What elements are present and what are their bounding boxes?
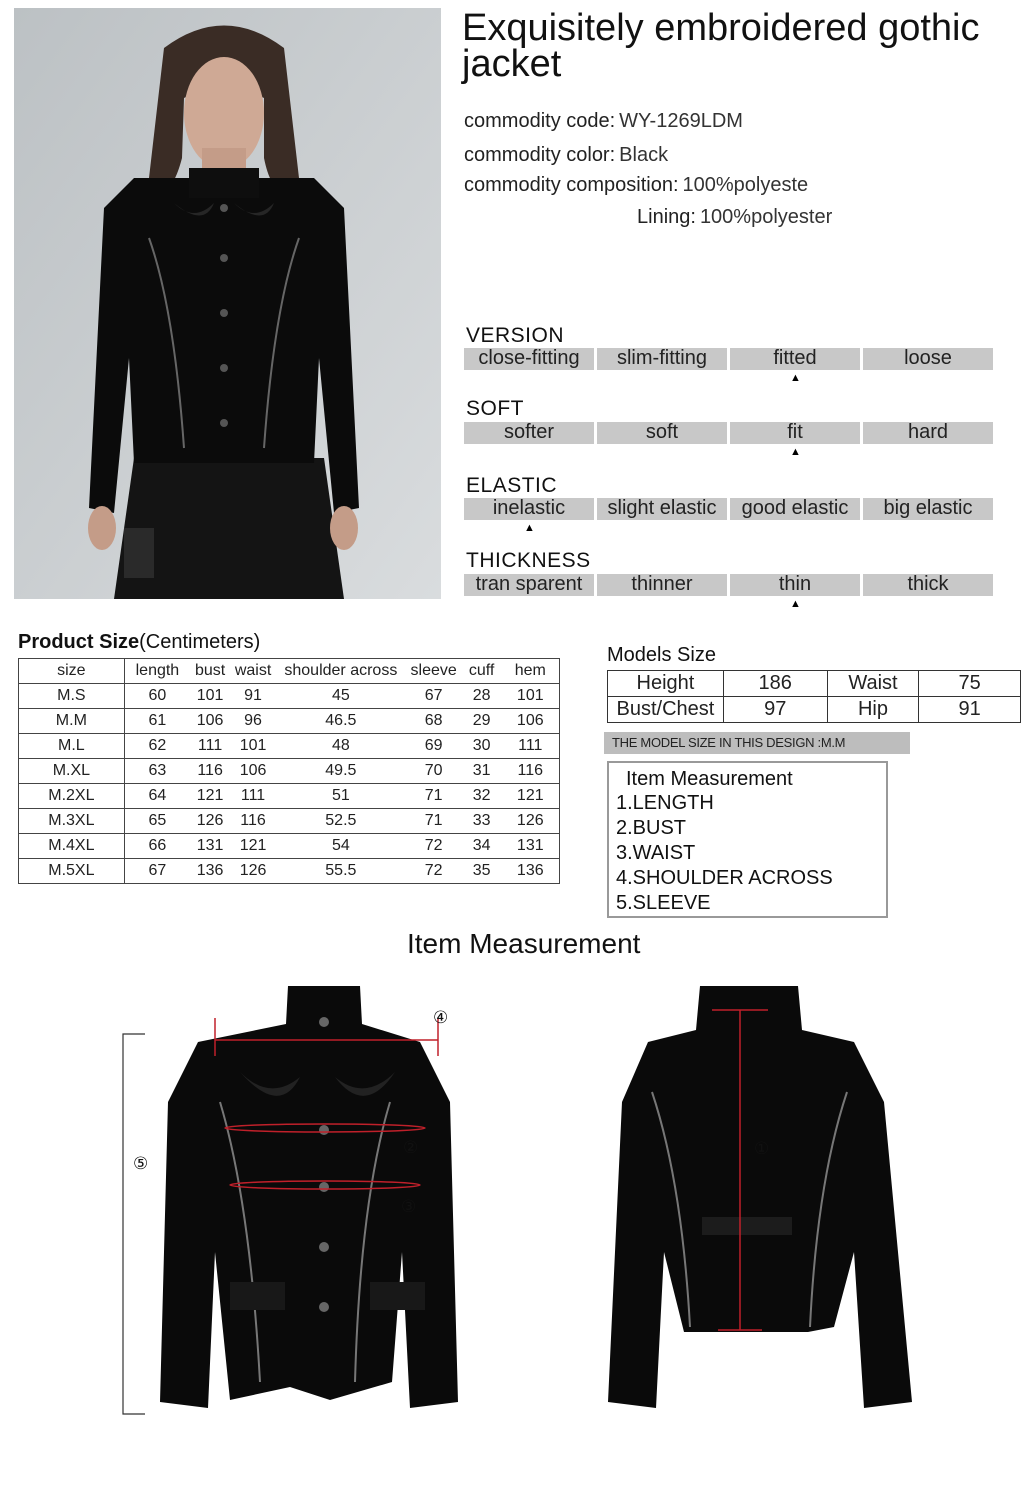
- scale-option: close-fitting: [464, 348, 594, 370]
- scale-option: big elastic: [863, 498, 993, 520]
- size-cell: 126: [190, 809, 230, 834]
- jacket-back-diagram: [572, 982, 932, 1422]
- size-cell: 28: [462, 684, 502, 709]
- size-cell: 62: [124, 734, 190, 759]
- spec-code-label: commodity code:: [464, 110, 616, 132]
- size-cell: M.4XL: [19, 834, 125, 859]
- size-cell: 67: [406, 684, 462, 709]
- size-cell: 96: [230, 709, 276, 734]
- size-cell: 131: [190, 834, 230, 859]
- size-cell: 46.5: [276, 709, 406, 734]
- size-header-cell: hem: [502, 659, 560, 684]
- measure-label-5: ⑤: [133, 1154, 149, 1173]
- size-cell: 136: [502, 859, 560, 884]
- scale-row-3: [464, 574, 994, 596]
- scale-row-2: [464, 498, 994, 520]
- size-header-cell: bust: [190, 659, 230, 684]
- scale-option: hard: [863, 422, 993, 444]
- spec-lining: [637, 206, 832, 229]
- scale-row-0: [464, 348, 994, 370]
- scale-title-0: VERSION: [466, 324, 565, 347]
- size-header-cell: length: [124, 659, 190, 684]
- size-row: [19, 759, 560, 784]
- size-cell: 33: [462, 809, 502, 834]
- scale-option: good elastic: [730, 498, 860, 520]
- size-header-cell: size: [19, 659, 125, 684]
- size-cell: 126: [502, 809, 560, 834]
- spec-composition: [464, 174, 808, 197]
- models-cell: 186: [723, 671, 827, 697]
- size-cell: 106: [502, 709, 560, 734]
- scale-option: softer: [464, 422, 594, 444]
- size-header-row: [19, 659, 560, 684]
- size-header-cell: shoulder across: [276, 659, 406, 684]
- measure-item-shoulder: 4.SHOULDER ACROSS: [616, 867, 833, 889]
- scale-option: tran sparent: [464, 574, 594, 596]
- measure-item-waist: 3.WAIST: [616, 842, 696, 864]
- models-size-table: [607, 670, 1021, 723]
- scale-row-1: [464, 422, 994, 444]
- size-cell: M.2XL: [19, 784, 125, 809]
- measure-item-sleeve: 5.SLEEVE: [616, 892, 711, 914]
- size-cell: 51: [276, 784, 406, 809]
- size-cell: 70: [406, 759, 462, 784]
- measure-item-length: 1.LENGTH: [616, 792, 714, 814]
- size-cell: 71: [406, 784, 462, 809]
- size-cell: M.L: [19, 734, 125, 759]
- size-cell: 35: [462, 859, 502, 884]
- size-cell: 60: [124, 684, 190, 709]
- size-cell: 32: [462, 784, 502, 809]
- size-cell: 72: [406, 834, 462, 859]
- scale-option: fit: [730, 422, 860, 444]
- spec-color-label: commodity color:: [464, 144, 616, 166]
- spec-color: [464, 144, 668, 167]
- size-cell: 31: [462, 759, 502, 784]
- size-cell: M.S: [19, 684, 125, 709]
- models-cell: Hip: [827, 697, 919, 723]
- size-cell: 69: [406, 734, 462, 759]
- size-cell: 111: [230, 784, 276, 809]
- scale-title-1: SOFT: [466, 397, 524, 420]
- models-row: [608, 671, 1021, 697]
- size-cell: 67: [124, 859, 190, 884]
- measure-label-4: ④: [433, 1008, 449, 1027]
- models-cell: 75: [919, 671, 1021, 697]
- product-size-table: [18, 658, 560, 884]
- models-cell: 97: [723, 697, 827, 723]
- size-cell: 116: [502, 759, 560, 784]
- product-size-unit: (Centimeters): [139, 631, 261, 653]
- size-cell: 121: [502, 784, 560, 809]
- scale-option: thinner: [597, 574, 727, 596]
- size-cell: 111: [502, 734, 560, 759]
- models-row: [608, 697, 1021, 723]
- size-cell: 49.5: [276, 759, 406, 784]
- spec-composition-value: 100%polyeste: [682, 174, 809, 196]
- size-cell: 48: [276, 734, 406, 759]
- size-cell: 55.5: [276, 859, 406, 884]
- scale-selected-marker: ▲: [790, 372, 801, 384]
- jacket-front-diagram: [120, 982, 480, 1422]
- size-cell: 64: [124, 784, 190, 809]
- size-cell: 63: [124, 759, 190, 784]
- size-cell: 29: [462, 709, 502, 734]
- product-title: Exquisitely embroidered gothic jacket: [462, 7, 980, 85]
- measure-label-2: ②: [403, 1138, 419, 1157]
- size-cell: 61: [124, 709, 190, 734]
- models-cell: Height: [608, 671, 724, 697]
- scale-option: slim-fitting: [597, 348, 727, 370]
- size-header-cell: sleeve: [406, 659, 462, 684]
- size-cell: 111: [190, 734, 230, 759]
- size-cell: M.5XL: [19, 859, 125, 884]
- size-row: [19, 734, 560, 759]
- spec-lining-label: Lining:: [637, 206, 696, 228]
- scale-option: thin: [730, 574, 860, 596]
- scale-option: thick: [863, 574, 993, 596]
- spec-color-value: Black: [619, 144, 669, 166]
- spec-code-value: WY-1269LDM: [619, 110, 743, 132]
- size-cell: 54: [276, 834, 406, 859]
- scale-selected-marker: ▲: [790, 446, 801, 458]
- size-row: [19, 809, 560, 834]
- size-cell: 101: [190, 684, 230, 709]
- size-cell: 52.5: [276, 809, 406, 834]
- measure-label-3: ③: [401, 1197, 417, 1216]
- size-cell: 30: [462, 734, 502, 759]
- spec-code: [464, 110, 743, 133]
- product-size-title-bold: Product Size: [18, 631, 140, 653]
- size-cell: 91: [230, 684, 276, 709]
- model-size-note: THE MODEL SIZE IN THIS DESIGN :M.M: [604, 732, 910, 754]
- size-header-cell: cuff: [462, 659, 502, 684]
- scale-option: loose: [863, 348, 993, 370]
- size-cell: M.M: [19, 709, 125, 734]
- size-cell: M.XL: [19, 759, 125, 784]
- size-cell: 116: [190, 759, 230, 784]
- scale-selected-marker: ▲: [790, 598, 801, 610]
- model-photo: [14, 8, 441, 599]
- size-cell: 68: [406, 709, 462, 734]
- spec-composition-label: commodity composition:: [464, 174, 679, 196]
- size-row: [19, 784, 560, 809]
- product-size-title: [18, 631, 260, 654]
- size-cell: 116: [230, 809, 276, 834]
- models-cell: Waist: [827, 671, 919, 697]
- spec-lining-value: 100%polyester: [699, 206, 833, 228]
- models-cell: Bust/Chest: [608, 697, 724, 723]
- measurement-diagram-heading: Item Measurement: [407, 928, 641, 959]
- scale-title-2: ELASTIC: [466, 474, 558, 497]
- scale-option: slight elastic: [597, 498, 727, 520]
- size-header-cell: waist: [230, 659, 276, 684]
- size-cell: 66: [124, 834, 190, 859]
- size-cell: 45: [276, 684, 406, 709]
- size-cell: 106: [190, 709, 230, 734]
- size-cell: M.3XL: [19, 809, 125, 834]
- size-cell: 136: [190, 859, 230, 884]
- size-row: [19, 709, 560, 734]
- item-measurement-box: [607, 761, 888, 918]
- models-cell: 91: [919, 697, 1021, 723]
- scale-option: fitted: [730, 348, 860, 370]
- size-cell: 71: [406, 809, 462, 834]
- size-cell: 34: [462, 834, 502, 859]
- size-cell: 121: [230, 834, 276, 859]
- scale-option: inelastic: [464, 498, 594, 520]
- size-cell: 72: [406, 859, 462, 884]
- size-cell: 121: [190, 784, 230, 809]
- size-row: [19, 684, 560, 709]
- models-size-title: Models Size: [607, 644, 716, 666]
- scale-option: soft: [597, 422, 727, 444]
- measure-label-1: ①: [754, 1139, 770, 1158]
- size-cell: 65: [124, 809, 190, 834]
- size-cell: 101: [502, 684, 560, 709]
- scale-selected-marker: ▲: [524, 522, 535, 534]
- size-row: [19, 859, 560, 884]
- size-cell: 101: [230, 734, 276, 759]
- size-cell: 126: [230, 859, 276, 884]
- size-cell: 131: [502, 834, 560, 859]
- measure-item-bust: 2.BUST: [616, 817, 687, 839]
- scale-title-3: THICKNESS: [466, 549, 591, 572]
- size-row: [19, 834, 560, 859]
- item-measurement-box-title: Item Measurement: [626, 768, 793, 790]
- size-cell: 106: [230, 759, 276, 784]
